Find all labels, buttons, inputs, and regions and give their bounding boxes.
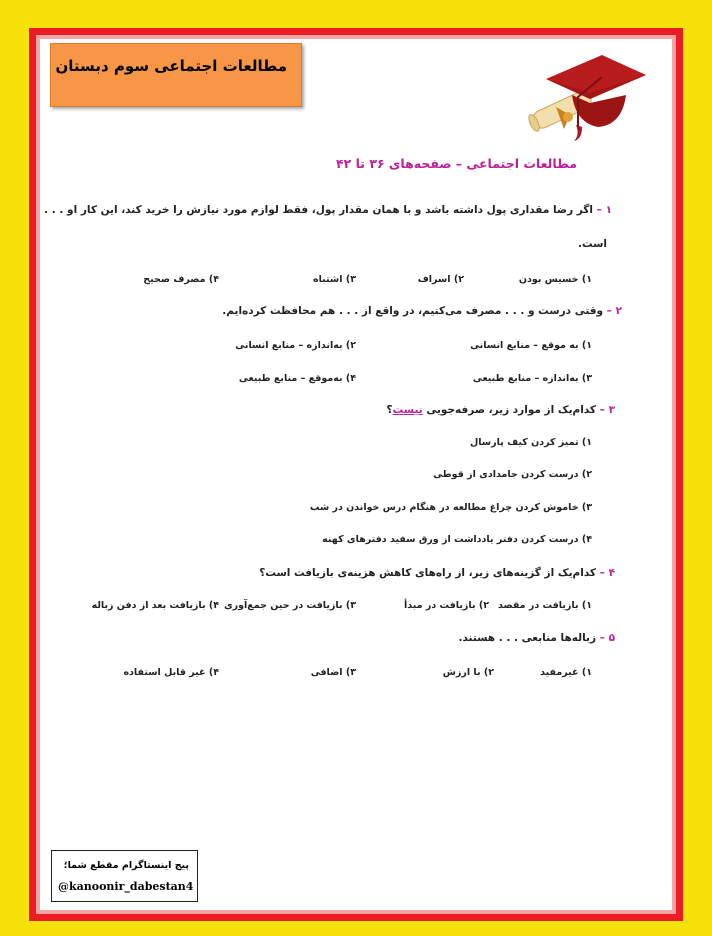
question-number: ۱ – (596, 204, 612, 216)
option: ۲) به‌اندازه – منابع انسانی (235, 340, 356, 351)
question-3 (387, 404, 615, 416)
question-1 (44, 204, 612, 216)
question-text: اگر رضا مقداری پول داشته باشد و با همان مقدار پول، فقط لوازم مورد نیازش را خرید کند، این کار او . . . (44, 204, 594, 216)
title-box (50, 43, 302, 107)
option: ۳) اضافی (310, 667, 356, 678)
option: ۲) بازیافت در مبدأ (404, 600, 489, 611)
question-text: کدام‌یک از موارد زیر، صرفه‌جویی (426, 404, 597, 416)
question-number: ۵ – (599, 632, 615, 644)
question-4 (259, 567, 615, 579)
graduation-cap-icon (528, 45, 648, 145)
page-title: مطالعات اجتماعی سوم دبستان (55, 57, 287, 75)
option: ۱) بازیافت در مقصد (497, 600, 592, 611)
option: ۲) درست کردن جامدادی از قوطی (433, 469, 592, 480)
question-number: ۲ – (606, 305, 622, 317)
question-2 (222, 305, 622, 317)
instagram-footer-box (51, 850, 198, 902)
question-text: زباله‌ها منابعی . . . هستند. (458, 632, 597, 644)
option: ۳) اشتباه (313, 274, 356, 285)
option: ۲) با ارزش (442, 667, 494, 678)
option: ۱) تمیز کردن کیف پارسال (470, 437, 592, 448)
option: ۴) درست کردن دفتر یادداشت از ورق سفید دفترهای کهنه (322, 534, 592, 545)
option: ۲) اسراف (417, 274, 464, 285)
option: ۴) به‌موقع – منابع طبیعی (238, 373, 356, 384)
option: ۴) بازیافت بعد از دفن زباله (91, 600, 219, 611)
negation-word: نیست (392, 404, 423, 416)
footer-label: پیج اینستاگرام مقطع شما؛ (63, 860, 189, 871)
option: ۴) مصرف صحیح (143, 274, 219, 285)
question-number: ۴ – (599, 567, 615, 579)
instagram-handle: @kanoonir_dabestan4 (58, 880, 194, 893)
option: ۱) غیرمفید (540, 667, 592, 678)
question-mark: ؟ (386, 404, 393, 416)
question-text: وقتی درست و . . . مصرف می‌کنیم، در واقع از . . . هم محافظت کرده‌ایم. (222, 305, 604, 317)
worksheet-subtitle: مطالعات اجتماعی – صفحه‌های ۳۶ تا ۴۲ (335, 156, 577, 171)
option: ۱) خسیس بودن (518, 274, 592, 285)
question-5 (458, 632, 615, 644)
question-1-continued: است. (577, 238, 607, 250)
question-number: ۳ – (599, 404, 615, 416)
option: ۳) به‌اندازه – منابع طبیعی (472, 373, 592, 384)
option: ۱) به موقع – منابع انسانی (470, 340, 592, 351)
option: ۳) بازیافت در حین جمع‌آوری (223, 600, 356, 611)
option: ۳) خاموش کردن چراغ مطالعه در هنگام درس خواندن در شب (309, 502, 592, 513)
question-text: کدام‌یک از گزینه‌های زیر، از راه‌های کاهش هزینه‌ی بازیافت است؟ (259, 567, 597, 579)
option: ۴) غیر قابل استفاده (123, 667, 219, 678)
